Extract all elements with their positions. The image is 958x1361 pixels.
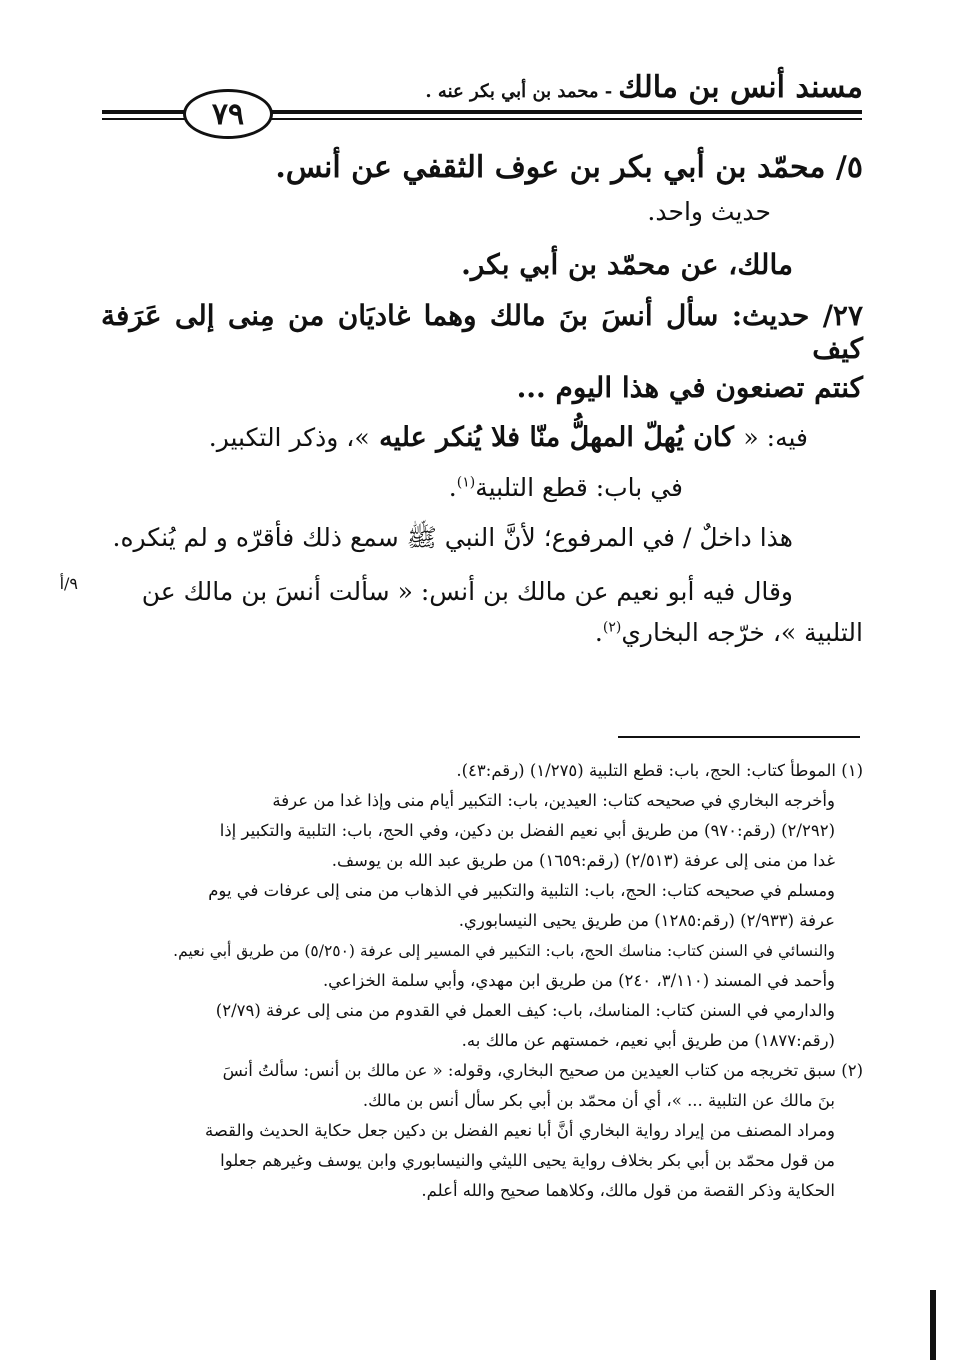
footnote-line: وأخرجه البخاري في صحيحه كتاب: العيدين، باب: التكبير أيام منى وإذا غدا من عرفة <box>272 791 835 810</box>
line-single-hadith: حديث واحد. <box>647 197 771 226</box>
footnote-line: من قول محمّد بن أبي بكر بخلاف رواية يحيى الليثي والنيسابوري وابن يوسف وغيرهم جعلوا <box>220 1151 835 1170</box>
hadith-line-1 <box>101 299 863 365</box>
footnote-line: والدارمي في السنن كتاب: المناسك، باب: كيف العمل في القدوم من منى إلى عرفة (٢/٧٩) <box>215 1001 835 1020</box>
page-edge-shadow <box>930 1290 936 1360</box>
footnote-line: (٢) سبق تخريجه من كتاب العيدين من صحيح البخاري، وقوله: « عن مالك بن أنس: سألتُ أنسَ <box>222 1061 863 1080</box>
marfu-line: هذا داخلٌ / في المرفوع؛ لأنَّ النبي ﷺ سمع ذلك فأقرّه و لم يُنكره. <box>112 523 793 552</box>
header-title: مسند أنس بن مالك <box>618 70 863 105</box>
main-text <box>101 150 863 647</box>
footnote-line: بنَ مالك عن التلبية ... »، أي أن محمّد بن أبي بكر سأل أنس بن مالك. <box>362 1091 835 1110</box>
footnote-line: عرفة (٢/٩٣٣) (رقم:١٢٨٥) من طريق يحيى النيسابوري. <box>458 911 835 930</box>
fihi-suffix: »، وذكر التكبير. <box>208 423 370 452</box>
page-number: ٧٩ <box>183 89 273 139</box>
line-chain: مالك، عن محمّد بن أبي بكر. <box>461 248 793 281</box>
abu-nuaym-line-1: وقال فيه أبو نعيم عن مالك بن أنس: « سألت أنسَ بن مالك عن <box>141 577 793 606</box>
bab-text: في باب: قطع التلبية <box>475 473 683 502</box>
hadith-label: حديث: <box>731 299 810 332</box>
abu-nuaym-line-2 <box>101 618 863 647</box>
section-heading: ٥/ محمّد بن أبي بكر بن عوف الثقفي عن أنس. <box>275 150 863 185</box>
footnote-line: (٢/٢٩٢) (رقم:٩٧٠) من طريق أبي نعيم الفضل بن دكين، وفي الحج، باب: التلبية والتكبير إذا <box>219 821 835 840</box>
bab-line: في باب: قطع التلبية$^{(١)}$. <box>448 473 683 502</box>
footnote-line: والنسائي في السنن كتاب: مناسك الحج، باب: التكبير في المسير إلى عرفة (٥/٢٥٠) من طريق أبي نعيم. <box>173 942 835 960</box>
hadith-line-2: كنتم تصنعون في هذا اليوم ... <box>516 371 863 404</box>
hadith-number: ٢٧/ <box>809 299 863 332</box>
header-subtitle: - محمد بن أبي بكر عنه . <box>425 81 613 102</box>
footnote-line: ومسلم في صحيحه كتاب: الحج، باب: التلبية والتكبير في الذهاب من منى إلى عرفات في يوم <box>208 881 835 900</box>
footnotes <box>101 756 863 1206</box>
footnote-separator <box>618 736 860 738</box>
abu-line2-text: التلبية »، خرّجه البخاري <box>621 618 863 647</box>
footnote-line: الحكاية وذكر القصة من قول مالك، وكلاهما صحيح والله أعلم. <box>421 1181 835 1200</box>
fihi-line <box>101 422 808 453</box>
margin-note: ٩/أ <box>59 574 78 593</box>
abu-line2-end: . <box>594 618 603 647</box>
footnote-line: (١) الموطأ كتاب: الحج، باب: قطع التلبية (١/٢٧٥) (رقم:٤٣). <box>456 761 863 780</box>
footnote-ref-1: (١) <box>456 474 476 491</box>
fihi-prefix: فيه: « <box>743 423 808 452</box>
footnote-ref-2: (٢) <box>602 619 622 636</box>
footnote-line: وأحمد في المسند (٣/١١٠، ٢٤٠) من طريق ابن مهدي، وأبي سلمة الخزاعي. <box>322 971 835 990</box>
footnote-line: ومراد المصنف من إيراد رواية البخاري أنَّ أبا نعيم الفضل بن دكين جعل حكاية الحديث والقصة <box>204 1121 835 1140</box>
footnote-line: (رقم:١٨٧٧) من طريق أبي نعيم، خمستهم عن مالك به. <box>461 1031 835 1050</box>
hadith-text-1: سأل أنسَ بنَ مالك وهما غاديَان من مِنى إلى عَرَفة كيف <box>101 299 863 365</box>
footnote-line: غدا من منى إلى عرفة (٢/٥١٣) (رقم:١٦٥٩) من طريق عبد الله بن يوسف. <box>331 851 835 870</box>
fihi-quote: كان يُهلّ المهلُّ منّا فلا يُنكر عليه <box>369 422 744 453</box>
